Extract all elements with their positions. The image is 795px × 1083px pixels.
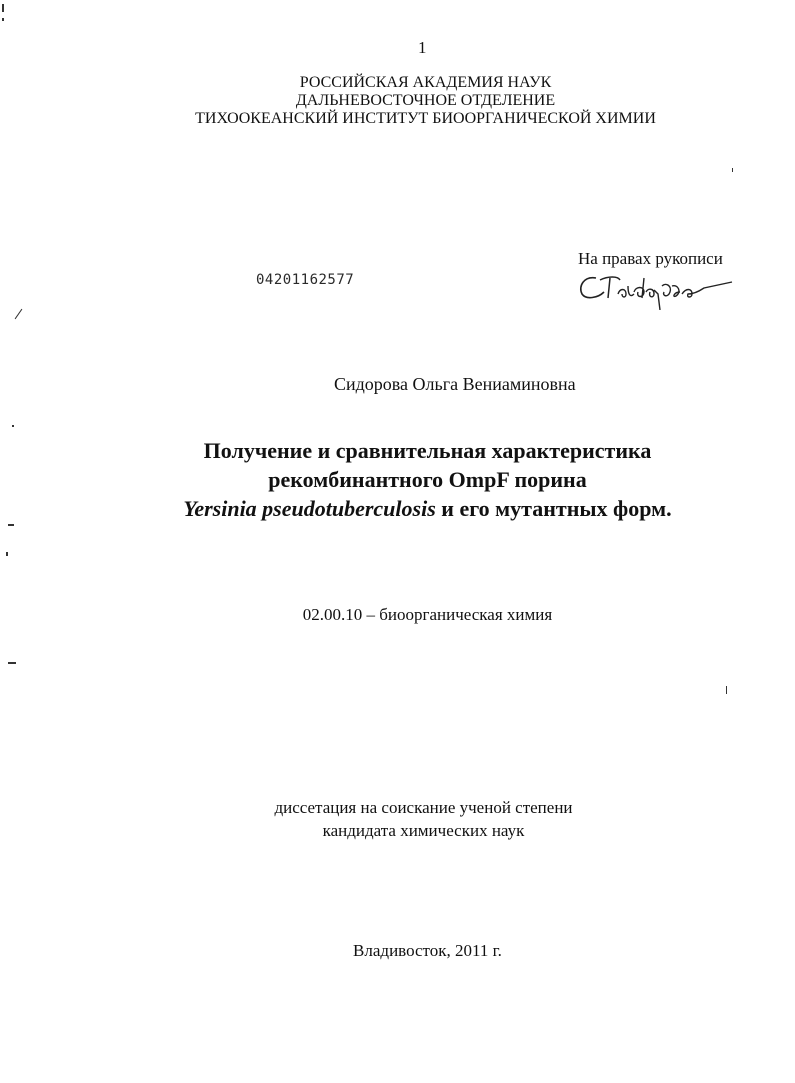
title-line-3 <box>30 494 795 523</box>
title-line-3-rest: и его мутантных форм. <box>435 496 672 521</box>
organization-line-2: ДАЛЬНЕВОСТОЧНОЕ ОТДЕЛЕНИЕ <box>295 92 556 109</box>
organization-line-3: ТИХООКЕАНСКИЙ ИНСТИТУТ БИООРГАНИЧЕСКОЙ ХИМИИ <box>195 110 656 127</box>
scan-mark <box>8 662 16 664</box>
catalog-number: 04201162577 <box>256 272 355 288</box>
scan-mark <box>8 524 14 526</box>
scan-mark <box>15 309 23 319</box>
page-number: 1 <box>418 38 427 57</box>
species-name: Yersinia pseudotuberculosis <box>183 496 436 521</box>
city-year: Владивосток, 2011 г. <box>353 941 502 960</box>
scan-mark <box>726 686 727 694</box>
purpose-line-2: кандидата химических наук <box>322 821 525 840</box>
scan-mark <box>12 425 14 427</box>
purpose-line-1: диссетация на соискание ученой степени <box>274 798 573 817</box>
specialty: 02.00.10 – биоорганическая химия <box>302 605 553 624</box>
title-line-1: Получение и сравнительная характеристика <box>203 438 652 463</box>
scan-mark <box>6 552 8 556</box>
title-line-2: рекомбинантного OmpF порина <box>268 467 587 492</box>
scan-mark <box>732 168 733 172</box>
handwritten-signature <box>574 264 734 310</box>
rights-note: На правах рукописи <box>578 249 723 268</box>
author-name: Сидорова Ольга Вениаминовна <box>334 374 576 394</box>
organization-line-1: РОССИЙСКАЯ АКАДЕМИЯ НАУК <box>299 74 552 91</box>
scan-mark <box>2 18 4 21</box>
scan-mark <box>2 4 4 12</box>
